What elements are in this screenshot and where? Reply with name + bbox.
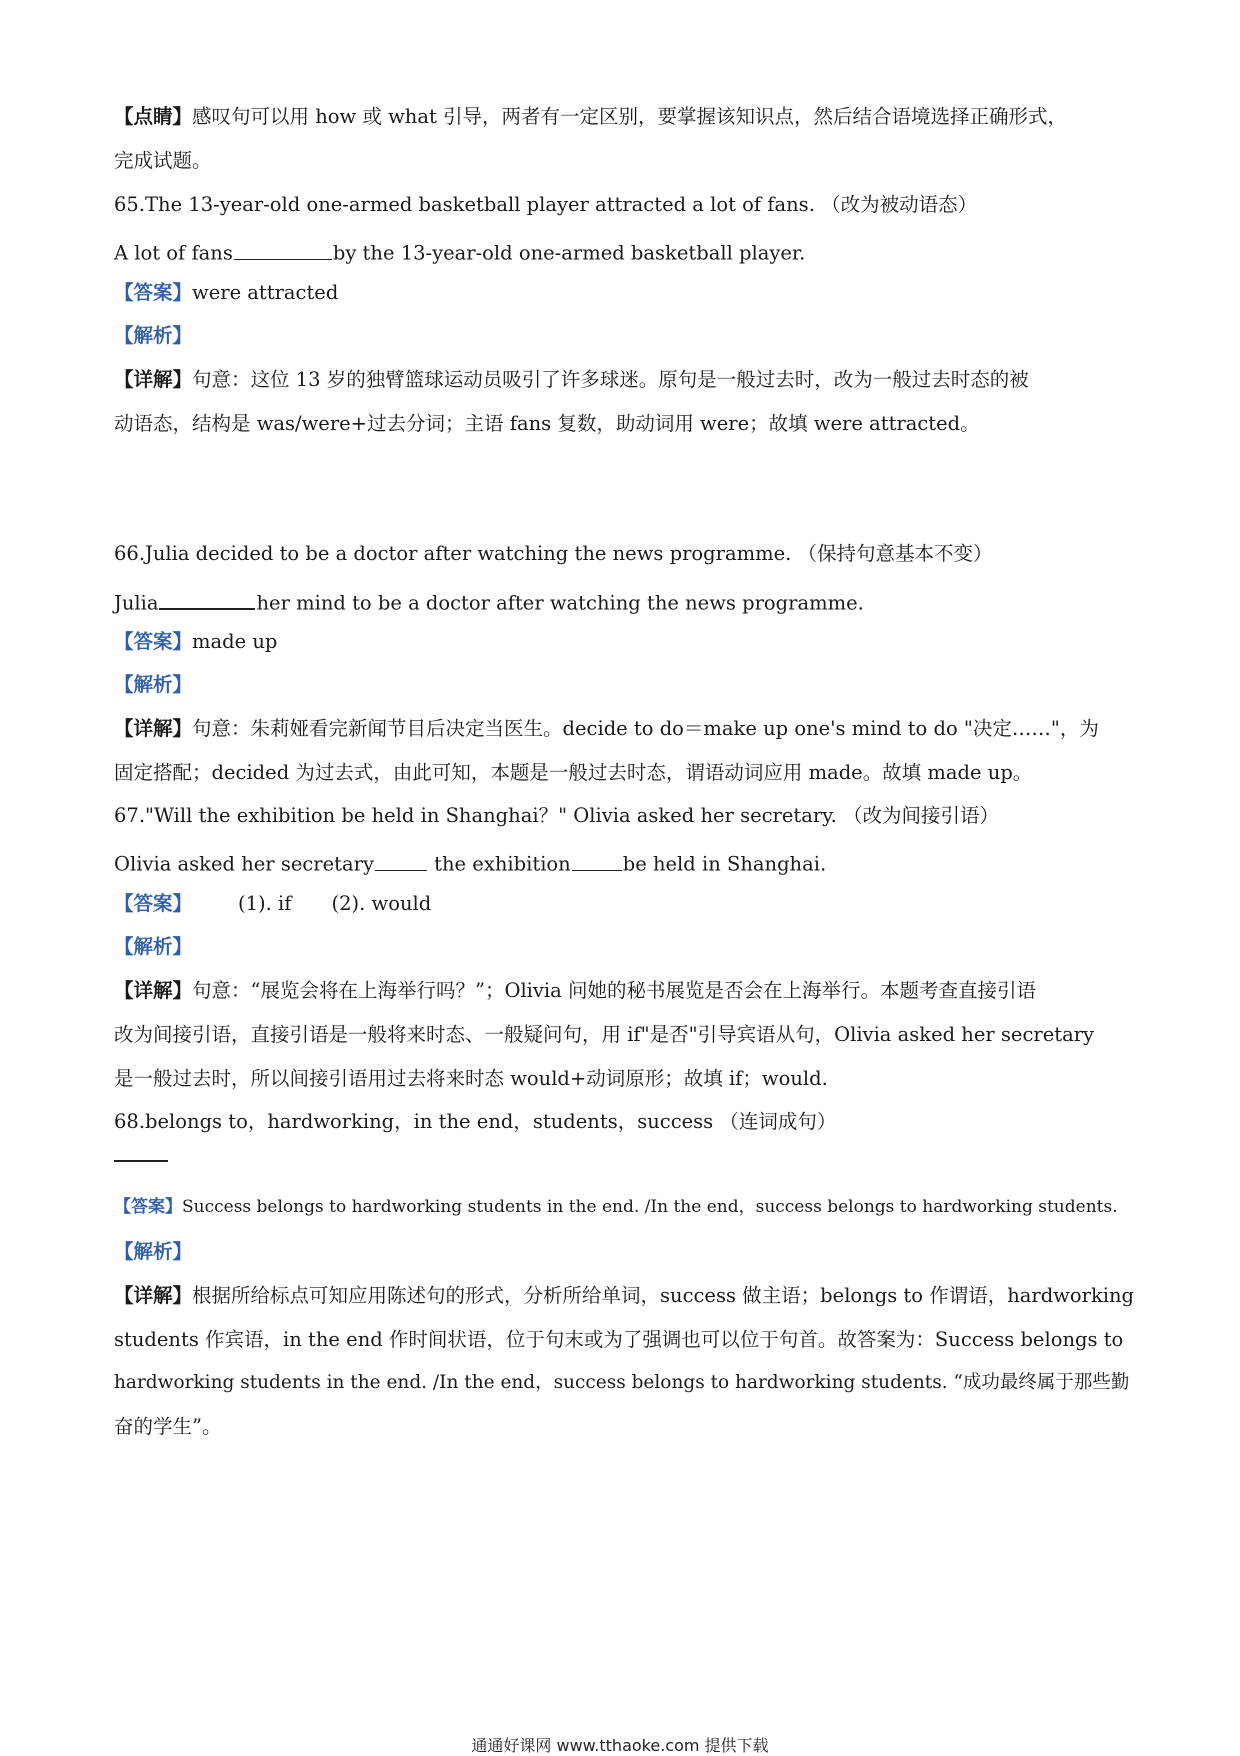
q65-blank[interactable] [234,239,332,260]
q67-answer-2: (2). would [331,892,432,915]
q68-detail-line-1 [114,1286,1134,1306]
q67-analysis-label: 【解析】 [114,935,193,958]
q66-question: 66.Julia decided to be a doctor after watching the news programme. （保持句意基本不变） [114,542,993,565]
q66-detail-label: 【详解】 [114,717,193,740]
q66-fill-sentence [114,588,864,613]
q66-detail-line-2: 固定搭配；decided 为过去式，由此可知，本题是一般过去时态，谓语动词应用 made。故填 made up。 [114,761,1033,784]
q67-question: 67."Will the exhibition be held in Shanghai？" Olivia asked her secretary. （改为间接引语） [114,804,1000,827]
q67-detail-label: 【详解】 [114,979,193,1002]
q67-detail-line-1 [114,981,1036,1001]
q65-detail-label: 【详解】 [114,368,193,391]
q68-detail-line-4: 奋的学生”。 [114,1415,222,1438]
q65-answer-label: 【答案】 [114,281,193,304]
q67-answer-label: 【答案】 [114,892,193,915]
q68-answer-text: Success belongs to hardworking students in the end. /In the end，success belongs to hardworking students. [182,1197,1118,1217]
q67-fill-part-2: the exhibition [427,852,571,876]
q67-fill-sentence [114,850,826,874]
q67-blank-1[interactable] [375,850,427,871]
q67-detail-line-3: 是一般过去时，所以间接引语用过去将来时态 would+动词原形；故填 if；would. [114,1067,828,1090]
q67-answer-1: (1). if [238,892,292,915]
q65-detail-line-1 [114,370,1029,390]
q65-detail-text-1: 句意：这位 13 岁的独臂篮球运动员吸引了许多球迷。原句是一般过去时，改为一般过去时态的被 [192,368,1029,391]
q67-fill-part-3: be held in Shanghai. [622,852,827,876]
tip-text-1: 感叹句可以用 how 或 what 引导，两者有一定区别，要掌握该知识点，然后结合语境选择正确形式， [192,105,1068,128]
q65-answer-text: were attracted [192,281,339,304]
q66-answer-text: made up [192,630,278,653]
q67-fill-part-1: Olivia asked her secretary [114,852,374,876]
q67-blank-2[interactable] [572,850,622,871]
q66-detail-line-1 [114,719,1099,739]
q68-answer [114,1199,1118,1216]
q67-answer [114,894,431,914]
q68-answer-label: 【答案】 [114,1197,182,1217]
q66-analysis-label: 【解析】 [114,673,193,696]
q66-detail-text-1: 句意：朱莉娅看完新闻节目后决定当医生。decide to do＝make up one's mind to do "决定……"，为 [192,717,1099,740]
q65-detail-line-2: 动语态，结构是 was/were+过去分词；主语 fans 复数，助动词用 were；故填 were attracted。 [114,412,980,435]
q68-answer-blank[interactable] [114,1160,168,1162]
q67-detail-text-1: 句意：“展览会将在上海举行吗？”；Olivia 问她的秘书展览是否会在上海举行。本题考查直接引语 [192,979,1036,1002]
tip-line-2: 完成试题。 [114,149,212,172]
q68-analysis-label: 【解析】 [114,1240,193,1263]
q68-detail-line-2: students 作宾语，in the end 作时间状语，位于句末或为了强调也可以位于句首。故答案为：Success belongs to [114,1328,1124,1351]
q65-question: 65.The 13-year-old one-armed basketball player attracted a lot of fans. （改为被动语态） [114,193,978,216]
q65-fill-sentence [114,239,805,263]
tip-line-1 [114,107,1067,127]
q66-answer-label: 【答案】 [114,630,193,653]
q68-question: 68.belongs to，hardworking，in the end，students，success （连词成句） [114,1110,837,1133]
q68-detail-text-1: 根据所给标点可知应用陈述句的形式，分析所给单词，success 做主语；belongs to 作谓语，hardworking [192,1284,1135,1307]
q65-fill-before: A lot of fans [114,241,233,265]
tip-label: 【点睛】 [114,105,193,128]
q65-analysis-label: 【解析】 [114,324,193,347]
q65-fill-after: by the 13-year-old one-armed basketball player. [332,241,806,265]
q67-detail-line-2: 改为间接引语，直接引语是一般将来时态、一般疑问句，用 if"是否"引导宾语从句，Olivia asked her secretary [114,1023,1095,1046]
page-footer: 通通好课网 www.tthaoke.com 提供下载 [471,1736,769,1755]
q66-answer [114,632,277,652]
q66-blank[interactable] [159,588,255,610]
q66-fill-after: her mind to be a doctor after watching the news programme. [256,591,864,615]
q68-detail-line-3: hardworking students in the end. /In the end，success belongs to hardworking students. “成功最终属于那些勤 [114,1372,1130,1393]
q68-detail-label: 【详解】 [114,1284,193,1307]
q66-fill-before: Julia [114,591,159,615]
q65-answer [114,283,338,303]
